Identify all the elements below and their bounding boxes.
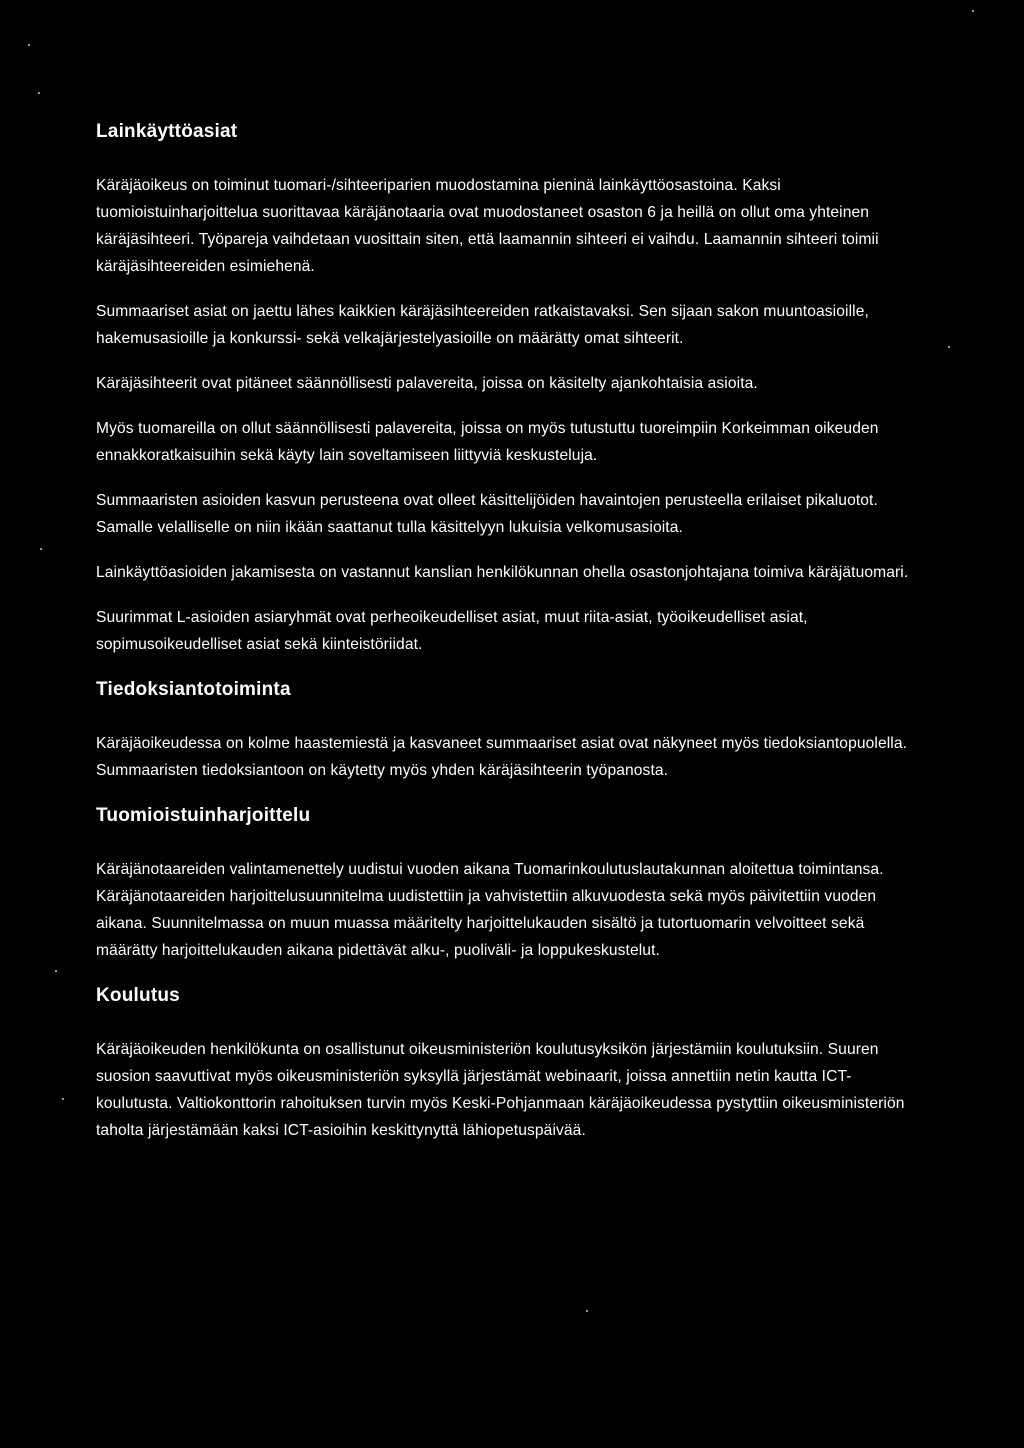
section-heading: Koulutus (96, 985, 180, 1006)
paragraph: Käräjäoikeudessa on kolme haastemiestä ja kasvaneet summaariset asiat ovat näkyneet myös tiedoksiantopuolella. Summaaristen tiedoksiantoon on käytetty myös yhden käräjäsihteerin työpanosta. (96, 735, 908, 779)
scan-speck (62, 1098, 64, 1100)
section-tuomioistuinharjoittelu (96, 802, 926, 964)
scan-speck (55, 970, 57, 972)
section-heading: Tuomioistuinharjoittelu (96, 805, 311, 826)
scan-speck (586, 1310, 588, 1312)
paragraph: Käräjäoikeuden henkilökunta on osallistunut oikeusministeriön koulutusyksikön järjestämiin koulutuksiin. Suuren suosion saavuttivat myös oikeusministeriön syksyllä järjestämät webinaarit, joissa annettiin netin kautta ICT-koulutusta. Valtiokonttorin rahoituksen turvin myös Keski-Pohjanmaan käräjäoikeudessa pystyttiin oikeusministeriön taholta järjestämään kaksi ICT-asioihin keskittynyttä lähiopetuspäivää. (96, 1041, 905, 1139)
section-heading: Lainkäyttöasiat (96, 121, 238, 142)
paragraph: Käräjäsihteerit ovat pitäneet säännöllisesti palavereita, joissa on käsitelty ajankohtaisia asioita. (96, 375, 758, 392)
section-koulutus (96, 982, 926, 1144)
scan-speck (28, 44, 30, 46)
scan-speck (40, 548, 42, 550)
section-tiedoksiantotoiminta (96, 676, 926, 784)
paragraph: Summaariset asiat on jaettu lähes kaikkien käräjäsihteereiden ratkaistavaksi. Sen sijaan sakon muuntoasioille, hakemusasioille ja konkurssi- sekä velkajärjestelyasioille on määrätty omat sihteerit. (96, 303, 869, 347)
scan-speck (38, 92, 40, 94)
document-body (96, 118, 926, 1162)
paragraph: Käräjänotaareiden valintamenettely uudistui vuoden aikana Tuomarinkoulutuslautakunnan aloitettua toimintansa. Käräjänotaareiden harjoittelusuunnitelma uudistettiin ja vahvistettiin alkuvuodesta sekä myös päivitettiin vuoden aikana. Suunnitelmassa on muun muassa määritelty harjoittelukauden sisältö ja tutortuomarin velvoitteet sekä määrätty harjoittelukauden aikana pidettävät alku-, puoliväli- ja loppukeskustelut. (96, 861, 884, 959)
section-heading: Tiedoksiantotoiminta (96, 679, 291, 700)
paragraph: Suurimmat L-asioiden asiaryhmät ovat perheoikeudelliset asiat, muut riita-asiat, työoikeudelliset asiat, sopimusoikeudelliset asiat sekä kiinteistöriidat. (96, 609, 808, 653)
section-lainkayttoasiat (96, 118, 926, 658)
paragraph: Lainkäyttöasioiden jakamisesta on vastannut kanslian henkilökunnan ohella osastonjohtajana toimiva käräjätuomari. (96, 564, 909, 581)
paragraph: Myös tuomareilla on ollut säännöllisesti palavereita, joissa on myös tutustuttu tuoreimpiin Korkeimman oikeuden ennakkoratkaisuihin sekä käyty lain soveltamiseen liittyviä keskusteluja. (96, 420, 879, 464)
scan-speck (972, 10, 974, 12)
paragraph: Käräjäoikeus on toiminut tuomari-/sihteeriparien muodostamina pieninä lainkäyttöosastoina. Kaksi tuomioistuinharjoittelua suorittavaa käräjänotaaria ovat muodostaneet osaston 6 ja heillä on ollut oma yhteinen käräjäsihteeri. Työpareja vaihdetaan vuosittain siten, että laamannin sihteeri ei vaihdu. Laamannin sihteeri toimii käräjäsihteereiden esimiehenä. (96, 177, 879, 275)
paragraph: Summaaristen asioiden kasvun perusteena ovat olleet käsittelijöiden havaintojen perusteella erilaiset pikaluotot. Samalle velalliselle on niin ikään saattanut tulla käsittelyyn lukuisia velkomusasioita. (96, 492, 878, 536)
scan-speck (948, 346, 950, 348)
